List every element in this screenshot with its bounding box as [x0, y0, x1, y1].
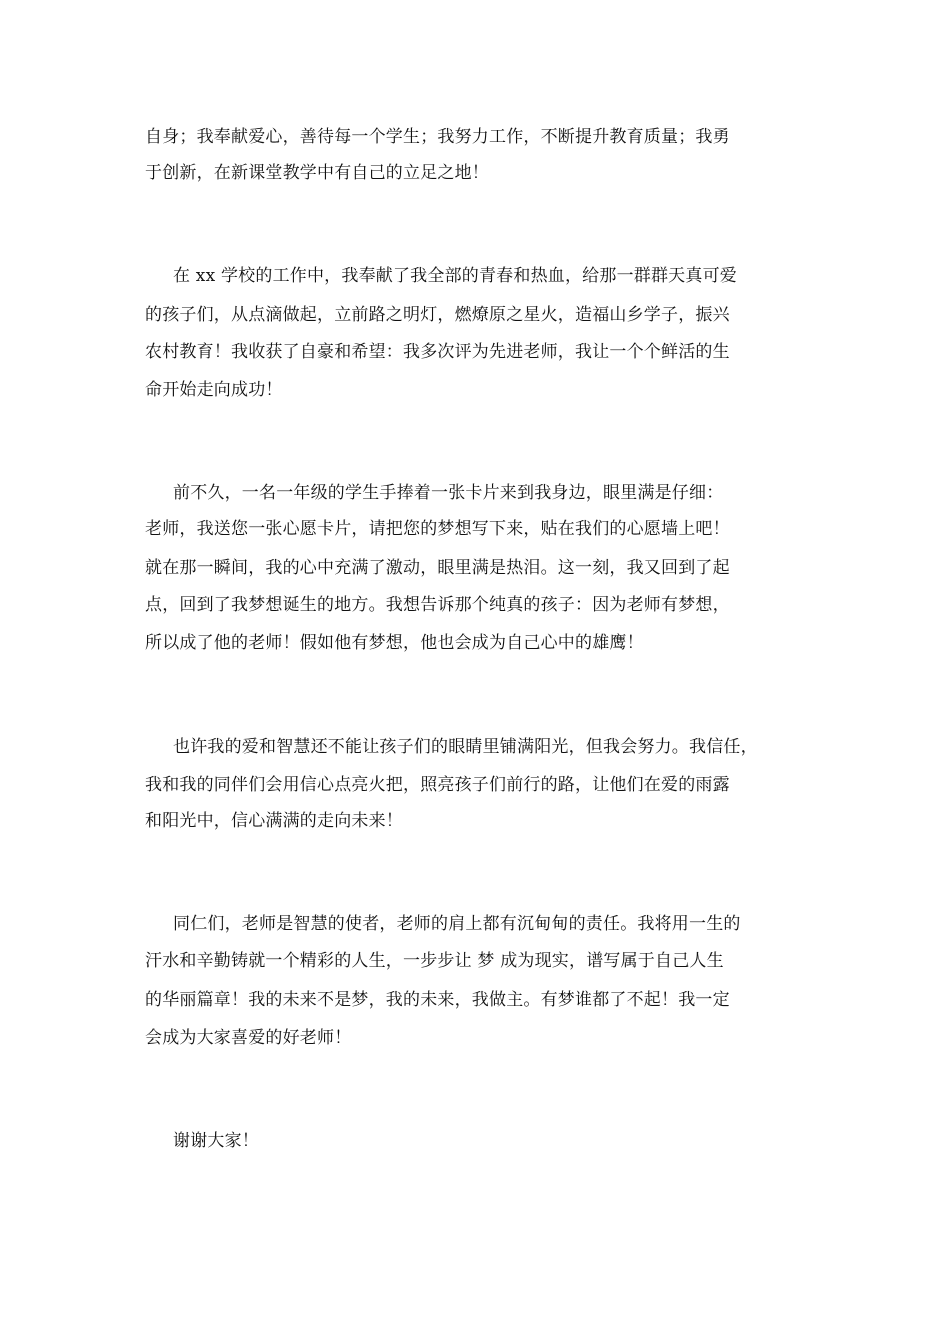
- paragraph-2-line-3: 农村教育！我收获了自豪和希望：我多次评为先进老师，我让一个个鲜活的生: [145, 342, 730, 362]
- paragraph-5-line-2: 汗水和辛勤铸就一个精彩的人生，一步步让 梦 成为现实，谱写属于自己人生: [145, 951, 724, 971]
- closing-line: 谢谢大家！: [173, 1131, 259, 1151]
- paragraph-1-line-2: 于创新，在新课堂教学中有自己的立足之地！: [145, 163, 489, 183]
- paragraph-2-line-1: 在 xx 学校的工作中，我奉献了我全部的青春和热血，给那一群群天真可爱: [173, 266, 737, 286]
- paragraph-5-line-1: 同仁们，老师是智慧的使者，老师的肩上都有沉甸甸的责任。我将用一生的: [173, 914, 741, 934]
- paragraph-3-line-3: 就在那一瞬间，我的心中充满了激动，眼里满是热泪。这一刻，我又回到了起: [145, 558, 730, 578]
- paragraph-3-line-1: 前不久，一名一年级的学生手捧着一张卡片来到我身边，眼里满是仔细：: [173, 483, 724, 503]
- paragraph-5-line-3: 的华丽篇章！我的未来不是梦，我的未来，我做主。有梦谁都了不起！我一定: [145, 990, 730, 1010]
- paragraph-3-line-2: 老师，我送您一张心愿卡片，请把您的梦想写下来，贴在我们的心愿墙上吧！: [145, 519, 730, 539]
- paragraph-4-line-1: 也许我的爱和智慧还不能让孩子们的眼睛里铺满阳光，但我会努力。我信任，: [173, 737, 758, 757]
- paragraph-5-line-4: 会成为大家喜爱的好老师！: [145, 1028, 352, 1048]
- paragraph-2-line-2: 的孩子们，从点滴做起，立前路之明灯，燃燎原之星火，造福山乡学子，振兴: [145, 305, 730, 325]
- paragraph-1-line-1: 自身；我奉献爱心，善待每一个学生；我努力工作，不断提升教育质量；我勇: [145, 127, 730, 147]
- paragraph-3-line-5: 所以成了他的老师！假如他有梦想，他也会成为自己心中的雄鹰！: [145, 633, 644, 653]
- paragraph-4-line-3: 和阳光中，信心满满的走向未来！: [145, 811, 403, 831]
- paragraph-4-line-2: 我和我的同伴们会用信心点亮火把，照亮孩子们前行的路，让他们在爱的雨露: [145, 775, 730, 795]
- paragraph-2-line-4: 命开始走向成功！: [145, 380, 283, 400]
- paragraph-3-line-4: 点，回到了我梦想诞生的地方。我想告诉那个纯真的孩子：因为老师有梦想，: [145, 595, 730, 615]
